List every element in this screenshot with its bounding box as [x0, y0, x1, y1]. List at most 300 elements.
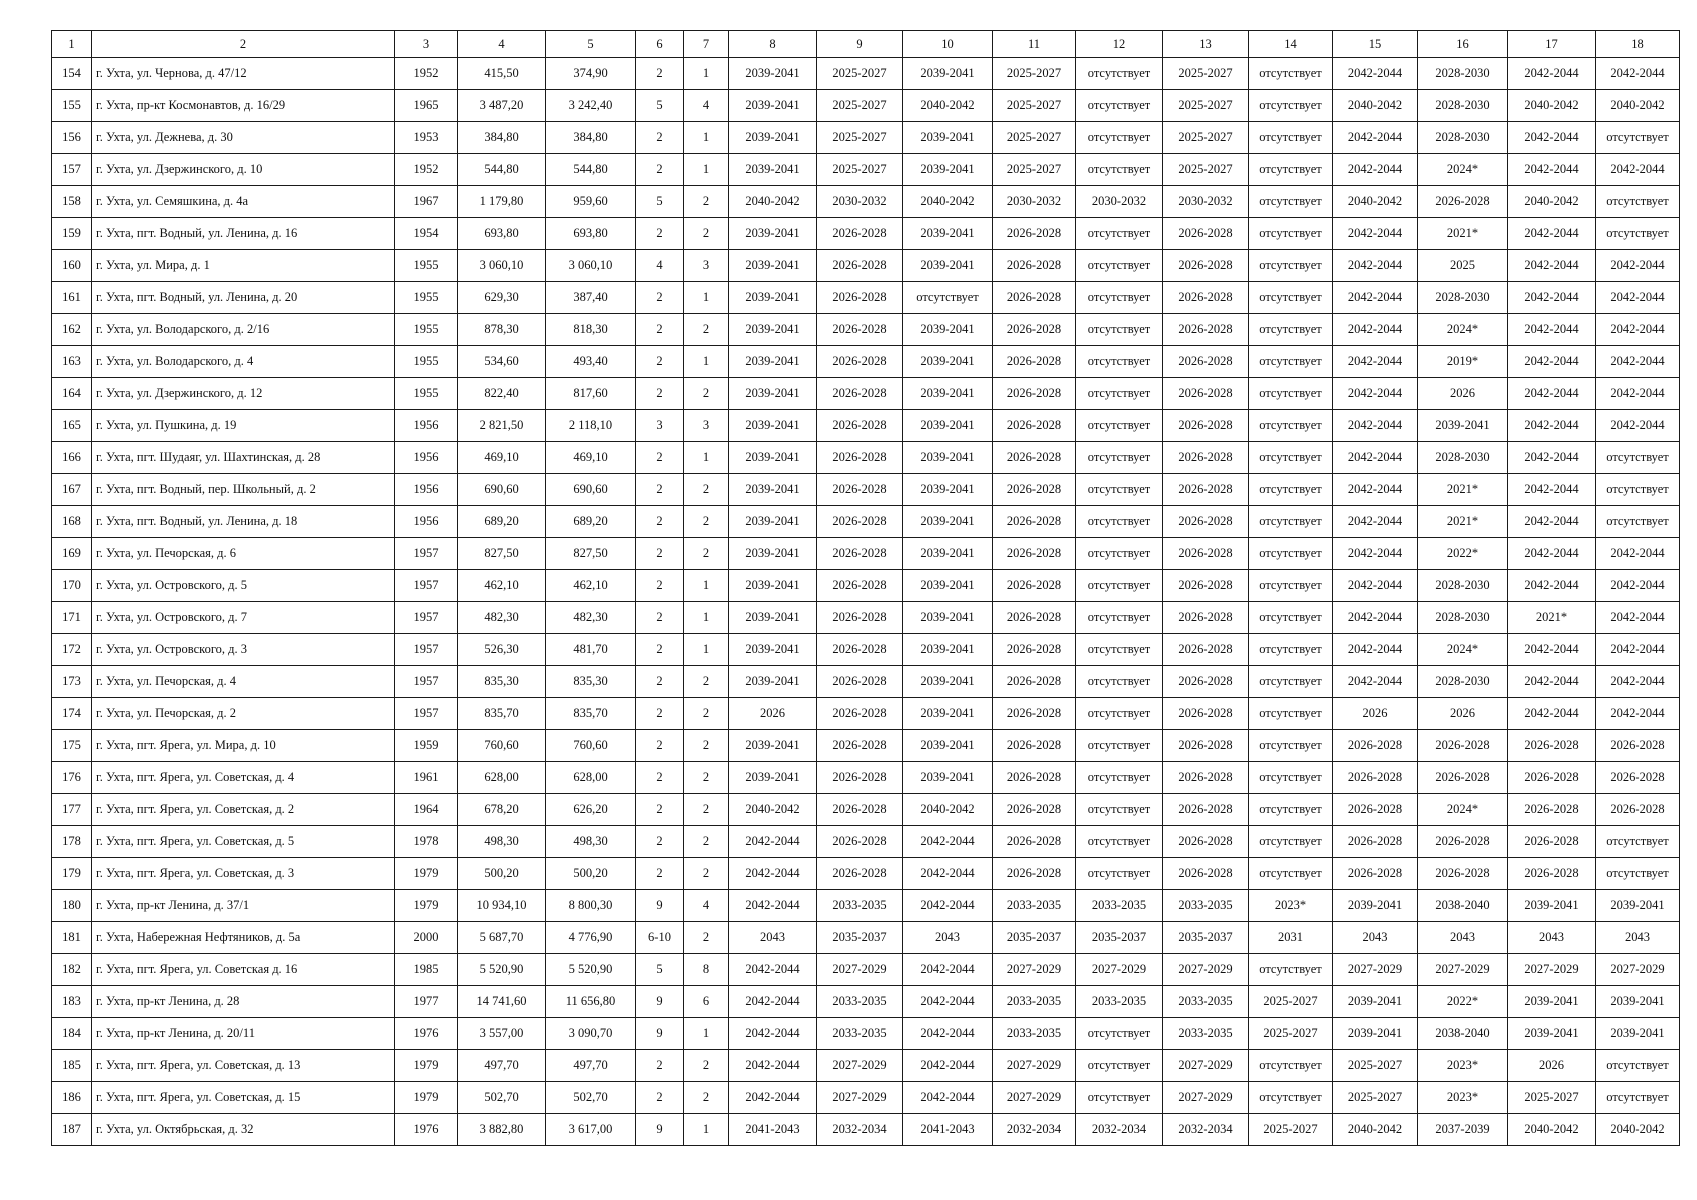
table-cell: 2024*	[1418, 314, 1508, 346]
row-number-cell: 164	[52, 378, 92, 410]
table-cell: 500,20	[458, 858, 546, 890]
table-row	[52, 538, 1680, 570]
table-cell: 2039-2041	[729, 282, 817, 314]
table-row	[52, 314, 1680, 346]
table-cell: 462,10	[546, 570, 636, 602]
table-cell: 2039-2041	[1508, 986, 1596, 1018]
row-number-cell: 157	[52, 154, 92, 186]
table-cell: отсутствует	[1249, 858, 1333, 890]
table-cell: 2042-2044	[1333, 570, 1418, 602]
table-cell: 2026-2028	[993, 570, 1076, 602]
table-cell: 2026-2028	[993, 634, 1076, 666]
table-row	[52, 698, 1680, 730]
table-cell: 2026-2028	[1163, 282, 1249, 314]
table-cell: 2042-2044	[1333, 154, 1418, 186]
table-cell: 2043	[729, 922, 817, 954]
column-header-17: 17	[1508, 31, 1596, 58]
table-row	[52, 570, 1680, 602]
table-row	[52, 986, 1680, 1018]
table-cell: 482,30	[458, 602, 546, 634]
table-cell: 2042-2044	[1508, 474, 1596, 506]
table-cell: 2042-2044	[729, 858, 817, 890]
table-cell: 2026-2028	[1418, 730, 1508, 762]
table-cell: 693,80	[546, 218, 636, 250]
table-cell: 2040-2042	[1333, 90, 1418, 122]
table-cell: 2042-2044	[903, 1018, 993, 1050]
row-number-cell: 179	[52, 858, 92, 890]
table-cell: 4	[684, 90, 729, 122]
table-cell: 2043	[1596, 922, 1680, 954]
row-number-cell: 156	[52, 122, 92, 154]
table-cell: 678,20	[458, 794, 546, 826]
table-cell: 2032-2034	[993, 1114, 1076, 1146]
address-cell: г. Ухта, ул. Дзержинского, д. 10	[92, 154, 395, 186]
row-number-cell: 168	[52, 506, 92, 538]
table-cell: 2026-2028	[993, 346, 1076, 378]
table-row	[52, 890, 1680, 922]
table-cell: 2027-2029	[817, 1082, 903, 1114]
table-row	[52, 762, 1680, 794]
table-cell: 2042-2044	[1333, 378, 1418, 410]
table-cell: 2042-2044	[1508, 634, 1596, 666]
table-cell: 2026-2028	[993, 218, 1076, 250]
row-number-cell: 180	[52, 890, 92, 922]
table-row	[52, 730, 1680, 762]
table-cell: 2042-2044	[1333, 634, 1418, 666]
table-cell: 2042-2044	[1333, 282, 1418, 314]
table-cell: 2030-2032	[1076, 186, 1163, 218]
table-cell: 2039-2041	[1596, 890, 1680, 922]
table-cell: 2042-2044	[1508, 378, 1596, 410]
table-cell: отсутствует	[1249, 794, 1333, 826]
table-cell: 2021*	[1508, 602, 1596, 634]
table-cell: 2026-2028	[993, 602, 1076, 634]
table-cell: 2032-2034	[817, 1114, 903, 1146]
table-cell: 3 617,00	[546, 1114, 636, 1146]
table-cell: 2039-2041	[729, 90, 817, 122]
table-cell: 2021*	[1418, 218, 1508, 250]
table-cell: отсутствует	[1076, 474, 1163, 506]
row-number-cell: 172	[52, 634, 92, 666]
table-cell: 5 687,70	[458, 922, 546, 954]
table-cell: 2026-2028	[993, 794, 1076, 826]
table-cell: 2026-2028	[993, 730, 1076, 762]
table-cell: 1957	[395, 698, 458, 730]
table-cell: 2042-2044	[1596, 538, 1680, 570]
table-cell: 2	[684, 506, 729, 538]
table-cell: 2042-2044	[729, 986, 817, 1018]
table-cell: 1956	[395, 410, 458, 442]
table-cell: 2039-2041	[903, 346, 993, 378]
table-cell: 2042-2044	[1596, 410, 1680, 442]
table-cell: 9	[636, 1114, 684, 1146]
table-cell: 2026-2028	[1163, 666, 1249, 698]
table-row	[52, 218, 1680, 250]
table-cell: 690,60	[546, 474, 636, 506]
table-cell: 2026-2028	[817, 506, 903, 538]
table-cell: 2042-2044	[729, 1082, 817, 1114]
table-cell: 2025-2027	[1333, 1082, 1418, 1114]
table-cell: 2039-2041	[729, 122, 817, 154]
table-cell: 2026-2028	[1163, 378, 1249, 410]
address-cell: г. Ухта, пгт. Ярега, ул. Советская, д. 5	[92, 826, 395, 858]
table-cell: 2025-2027	[817, 58, 903, 90]
row-number-cell: 161	[52, 282, 92, 314]
address-cell: г. Ухта, пгт. Водный, ул. Ленина, д. 16	[92, 218, 395, 250]
table-cell: 817,60	[546, 378, 636, 410]
table-cell: 1	[684, 570, 729, 602]
table-cell: 2042-2044	[1596, 602, 1680, 634]
table-cell: 2026-2028	[1508, 826, 1596, 858]
address-cell: г. Ухта, пгт. Шудаяг, ул. Шахтинская, д. 28	[92, 442, 395, 474]
table-cell: 2	[636, 538, 684, 570]
table-row	[52, 826, 1680, 858]
column-header-13: 13	[1163, 31, 1249, 58]
table-cell: 534,60	[458, 346, 546, 378]
table-cell: 1957	[395, 570, 458, 602]
table-cell: 2042-2044	[1596, 250, 1680, 282]
table-cell: 2042-2044	[1333, 410, 1418, 442]
table-cell: 2	[636, 762, 684, 794]
table-cell: 2024*	[1418, 794, 1508, 826]
table-cell: 2042-2044	[1508, 154, 1596, 186]
table-cell: 2038-2040	[1418, 1018, 1508, 1050]
table-cell: 5	[636, 90, 684, 122]
table-cell: 2026-2028	[1418, 762, 1508, 794]
table-cell: 2023*	[1418, 1082, 1508, 1114]
table-cell: 2042-2044	[903, 858, 993, 890]
table-cell: 2026-2028	[993, 378, 1076, 410]
table-cell: 502,70	[546, 1082, 636, 1114]
table-cell: отсутствует	[1249, 730, 1333, 762]
table-cell: 1959	[395, 730, 458, 762]
table-cell: 6	[684, 986, 729, 1018]
table-cell: 2026-2028	[817, 762, 903, 794]
table-cell: 2042-2044	[1596, 314, 1680, 346]
column-header-3: 3	[395, 31, 458, 58]
table-cell: 2026-2028	[1333, 794, 1418, 826]
table-cell: 1964	[395, 794, 458, 826]
row-number-cell: 166	[52, 442, 92, 474]
row-number-cell: 163	[52, 346, 92, 378]
table-cell: 2033-2035	[817, 1018, 903, 1050]
table-cell: 2026-2028	[1596, 730, 1680, 762]
table-cell: 374,90	[546, 58, 636, 90]
table-cell: 2040-2042	[903, 794, 993, 826]
table-cell: 5 520,90	[546, 954, 636, 986]
table-cell: 2025-2027	[1333, 1050, 1418, 1082]
table-cell: отсутствует	[1076, 378, 1163, 410]
table-cell: 1	[684, 602, 729, 634]
table-cell: 469,10	[458, 442, 546, 474]
table-cell: 2040-2042	[1508, 90, 1596, 122]
table-cell: 2040-2042	[1333, 1114, 1418, 1146]
table-cell: 2042-2044	[903, 986, 993, 1018]
table-row	[52, 922, 1680, 954]
table-cell: 1977	[395, 986, 458, 1018]
table-cell: 498,30	[546, 826, 636, 858]
table-cell: 2033-2035	[1076, 890, 1163, 922]
row-number-cell: 174	[52, 698, 92, 730]
table-cell: отсутствует	[1076, 698, 1163, 730]
table-cell: 2	[636, 346, 684, 378]
table-cell: 462,10	[458, 570, 546, 602]
table-cell: 2039-2041	[903, 506, 993, 538]
table-cell: 2039-2041	[903, 314, 993, 346]
table-cell: 2025-2027	[817, 154, 903, 186]
table-cell: 4 776,90	[546, 922, 636, 954]
table-cell: 1957	[395, 634, 458, 666]
table-cell: 2026-2028	[817, 634, 903, 666]
table-cell: 2	[684, 826, 729, 858]
table-cell: 2	[636, 58, 684, 90]
table-cell: 2035-2037	[1076, 922, 1163, 954]
table-cell: 2042-2044	[903, 890, 993, 922]
table-cell: 1952	[395, 154, 458, 186]
table-cell: 2026-2028	[1508, 794, 1596, 826]
table-cell: 2027-2029	[1076, 954, 1163, 986]
table-cell: 2043	[1333, 922, 1418, 954]
table-cell: отсутствует	[1076, 666, 1163, 698]
table-cell: 2026-2028	[817, 282, 903, 314]
table-cell: 2042-2044	[1333, 538, 1418, 570]
table-cell: 2042-2044	[1596, 378, 1680, 410]
table-cell: 2039-2041	[903, 698, 993, 730]
table-cell: 2040-2042	[903, 90, 993, 122]
table-cell: 2	[684, 378, 729, 410]
table-cell: 2026-2028	[993, 282, 1076, 314]
table-cell: 2039-2041	[903, 122, 993, 154]
table-cell: 3 487,20	[458, 90, 546, 122]
table-cell: 2041-2043	[729, 1114, 817, 1146]
table-cell: 2039-2041	[903, 602, 993, 634]
table-cell: 2026-2028	[817, 346, 903, 378]
table-cell: 2039-2041	[729, 154, 817, 186]
column-header-12: 12	[1076, 31, 1163, 58]
table-cell: 2026-2028	[1163, 730, 1249, 762]
table-cell: 2042-2044	[1333, 506, 1418, 538]
table-cell: 1	[684, 122, 729, 154]
table-cell: отсутствует	[1249, 602, 1333, 634]
table-cell: 2	[636, 634, 684, 666]
table-cell: 1 179,80	[458, 186, 546, 218]
table-cell: отсутствует	[1249, 282, 1333, 314]
table-cell: отсутствует	[1076, 1082, 1163, 1114]
table-cell: 2026-2028	[817, 602, 903, 634]
table-cell: 690,60	[458, 474, 546, 506]
table-cell: отсутствует	[1076, 58, 1163, 90]
table-cell: 2042-2044	[1508, 314, 1596, 346]
table-row	[52, 954, 1680, 986]
table-cell: 2026-2028	[993, 538, 1076, 570]
table-cell: 2	[684, 538, 729, 570]
table-cell: 2039-2041	[1508, 890, 1596, 922]
table-cell: 2026-2028	[1163, 538, 1249, 570]
table-cell: 2042-2044	[1508, 282, 1596, 314]
table-cell: 2026-2028	[817, 218, 903, 250]
table-cell: 2032-2034	[1163, 1114, 1249, 1146]
table-cell: 2035-2037	[817, 922, 903, 954]
table-cell: 760,60	[546, 730, 636, 762]
table-body	[52, 58, 1680, 1146]
table-cell: 2025-2027	[993, 122, 1076, 154]
table-cell: 2026	[729, 698, 817, 730]
table-cell: 2025-2027	[817, 90, 903, 122]
table-cell: 2039-2041	[729, 570, 817, 602]
table-cell: 497,70	[458, 1050, 546, 1082]
table-cell: 2	[636, 378, 684, 410]
table-cell: 2026-2028	[1508, 730, 1596, 762]
table-cell: 2025-2027	[1163, 122, 1249, 154]
table-cell: 2042-2044	[1508, 442, 1596, 474]
table-cell: отсутствует	[1076, 730, 1163, 762]
table-cell: отсутствует	[1076, 570, 1163, 602]
table-cell: 5	[636, 186, 684, 218]
table-cell: 2039-2041	[1596, 986, 1680, 1018]
table-cell: 2039-2041	[729, 730, 817, 762]
address-cell: г. Ухта, ул. Октябрьская, д. 32	[92, 1114, 395, 1146]
address-cell: г. Ухта, ул. Островского, д. 7	[92, 602, 395, 634]
table-cell: 2	[684, 218, 729, 250]
address-cell: г. Ухта, ул. Семяшкина, д. 4а	[92, 186, 395, 218]
address-cell: г. Ухта, пгт. Ярега, ул. Советская, д. 15	[92, 1082, 395, 1114]
table-cell: 2033-2035	[1076, 986, 1163, 1018]
table-row	[52, 58, 1680, 90]
table-cell: 2033-2035	[993, 986, 1076, 1018]
table-cell: 2021*	[1418, 474, 1508, 506]
address-cell: г. Ухта, ул. Печорская, д. 4	[92, 666, 395, 698]
table-cell: 2	[636, 666, 684, 698]
table-cell: 1976	[395, 1114, 458, 1146]
table-cell: 10 934,10	[458, 890, 546, 922]
table-cell: 2026-2028	[1596, 762, 1680, 794]
table-cell: отсутствует	[1076, 218, 1163, 250]
table-cell: 2	[684, 1082, 729, 1114]
table-row	[52, 1018, 1680, 1050]
table-cell: 2031	[1249, 922, 1333, 954]
table-cell: 2	[636, 858, 684, 890]
table-cell: 2039-2041	[903, 730, 993, 762]
table-cell: 2026-2028	[817, 730, 903, 762]
table-cell: 628,00	[546, 762, 636, 794]
table-cell: 2026-2028	[1163, 794, 1249, 826]
table-cell: 2039-2041	[903, 410, 993, 442]
table-cell: 1956	[395, 442, 458, 474]
column-header-8: 8	[729, 31, 817, 58]
address-cell: г. Ухта, ул. Пушкина, д. 19	[92, 410, 395, 442]
table-cell: 3	[684, 410, 729, 442]
table-cell: отсутствует	[1076, 122, 1163, 154]
table-cell: 2	[636, 826, 684, 858]
table-cell: 2039-2041	[729, 250, 817, 282]
table-cell: 2042-2044	[1596, 666, 1680, 698]
table-cell: 1967	[395, 186, 458, 218]
table-cell: 1955	[395, 282, 458, 314]
column-header-11: 11	[993, 31, 1076, 58]
address-cell: г. Ухта, пгт. Ярега, ул. Советская, д. 4	[92, 762, 395, 794]
table-cell: 2039-2041	[903, 762, 993, 794]
row-number-cell: 169	[52, 538, 92, 570]
table-cell: 2033-2035	[993, 1018, 1076, 1050]
table-cell: 2042-2044	[1508, 570, 1596, 602]
table-cell: 1	[684, 346, 729, 378]
table-row	[52, 602, 1680, 634]
table-cell: 1961	[395, 762, 458, 794]
table-cell: 2027-2029	[817, 954, 903, 986]
table-cell: 2042-2044	[729, 1018, 817, 1050]
table-cell: 2039-2041	[729, 442, 817, 474]
table-cell: 2033-2035	[1163, 986, 1249, 1018]
table-cell: отсутствует	[1596, 442, 1680, 474]
table-cell: 1955	[395, 378, 458, 410]
table-cell: 2026-2028	[1163, 570, 1249, 602]
address-cell: г. Ухта, Набережная Нефтяников, д. 5а	[92, 922, 395, 954]
table-cell: отсутствует	[1249, 506, 1333, 538]
table-cell: отсутствует	[1249, 314, 1333, 346]
column-header-5: 5	[546, 31, 636, 58]
address-cell: г. Ухта, пгт. Ярега, ул. Мира, д. 10	[92, 730, 395, 762]
table-cell: 2042-2044	[729, 1050, 817, 1082]
table-cell: 2026-2028	[1333, 858, 1418, 890]
table-cell: 2033-2035	[993, 890, 1076, 922]
table-cell: 2	[684, 922, 729, 954]
table-cell: 2028-2030	[1418, 442, 1508, 474]
table-cell: 2025-2027	[1163, 90, 1249, 122]
table-cell: 693,80	[458, 218, 546, 250]
table-cell: 2026-2028	[993, 506, 1076, 538]
address-cell: г. Ухта, пгт. Ярега, ул. Советская, д. 3	[92, 858, 395, 890]
table-cell: отсутствует	[1076, 794, 1163, 826]
table-row	[52, 282, 1680, 314]
table-cell: 544,80	[546, 154, 636, 186]
table-cell: 2026-2028	[993, 858, 1076, 890]
address-cell: г. Ухта, ул. Островского, д. 5	[92, 570, 395, 602]
table-cell: отсутствует	[1249, 154, 1333, 186]
table-cell: 2	[636, 314, 684, 346]
table-cell: отсутствует	[1596, 474, 1680, 506]
table-cell: 2025-2027	[1163, 58, 1249, 90]
table-cell: отсутствует	[1596, 1082, 1680, 1114]
table-cell: 384,80	[458, 122, 546, 154]
table-cell: 2030-2032	[993, 186, 1076, 218]
table-cell: 2042-2044	[1596, 154, 1680, 186]
table-cell: 2042-2044	[1333, 346, 1418, 378]
table-cell: 2026-2028	[1163, 442, 1249, 474]
table-row	[52, 634, 1680, 666]
address-cell: г. Ухта, пр-кт Ленина, д. 28	[92, 986, 395, 1018]
table-cell: 2037-2039	[1418, 1114, 1508, 1146]
column-header-2: 2	[92, 31, 395, 58]
table-cell: отсутствует	[1249, 826, 1333, 858]
table-cell: 2028-2030	[1418, 122, 1508, 154]
table-cell: отсутствует	[1596, 506, 1680, 538]
table-row	[52, 346, 1680, 378]
table-cell: 2042-2044	[1508, 250, 1596, 282]
table-cell: 835,30	[546, 666, 636, 698]
table-cell: 3	[636, 410, 684, 442]
table-cell: отсутствует	[1076, 346, 1163, 378]
table-cell: отсутствует	[1076, 410, 1163, 442]
table-cell: 2026-2028	[817, 698, 903, 730]
table-cell: отсутствует	[1249, 442, 1333, 474]
table-cell: 2025-2027	[1163, 154, 1249, 186]
table-cell: 2041-2043	[903, 1114, 993, 1146]
table-cell: 1957	[395, 666, 458, 698]
table-cell: 760,60	[458, 730, 546, 762]
table-cell: 2042-2044	[1596, 570, 1680, 602]
table-cell: 469,10	[546, 442, 636, 474]
table-cell: 2039-2041	[903, 58, 993, 90]
